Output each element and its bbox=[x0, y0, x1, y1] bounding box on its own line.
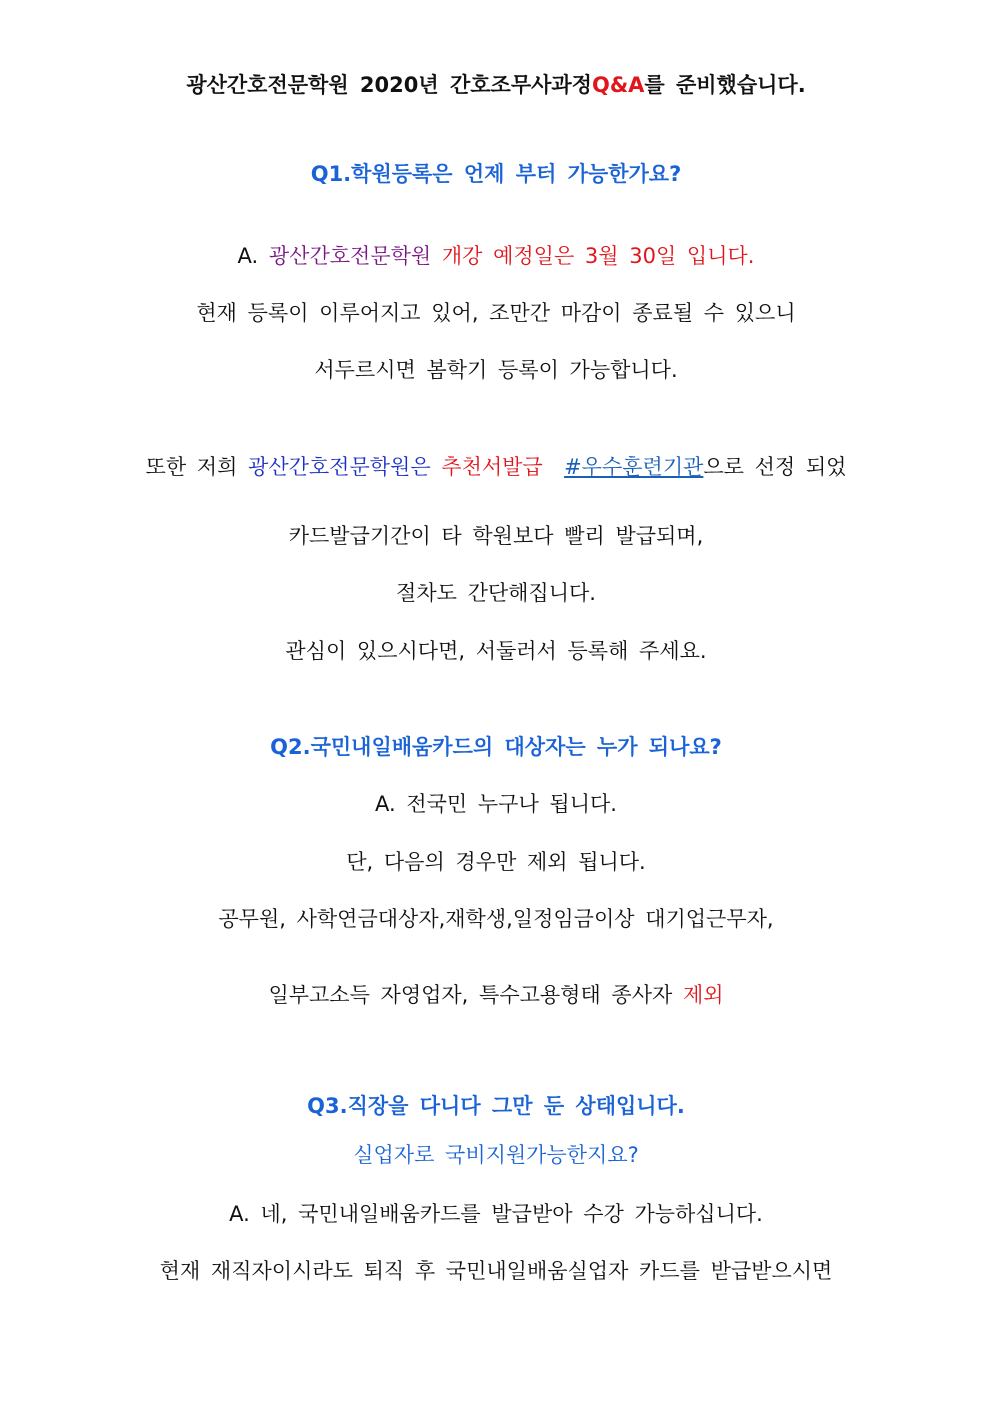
q1-line4-prefix: 또한 저희 bbox=[145, 455, 249, 479]
q2-line2: 단, 다음의 경우만 제외 됩니다. bbox=[346, 850, 646, 874]
q3-subtitle: 실업자로 국비지원가능한지요? bbox=[353, 1143, 639, 1167]
q2-line4-exclude: 제외 bbox=[682, 983, 724, 1007]
header-text: 광산간호전문학원 2020년 간호조무사과정 bbox=[186, 73, 592, 97]
q1-line2: 현재 등록이 이루어지고 있어, 조만간 마감이 종료될 수 있으니 bbox=[196, 301, 796, 325]
q3-line2: 현재 재직자이시라도 퇴직 후 국민내일배움실업자 카드를 받급받으시면 bbox=[159, 1259, 833, 1283]
header-line bbox=[0, 70, 992, 100]
q2-line4-text: 일부고소득 자영업자, 특수고용형태 종사자 bbox=[268, 983, 683, 1007]
q1-line4-recommend: 추천서발급 bbox=[430, 455, 543, 479]
q1-line5: 카드발급기간이 타 학원보다 빨리 발급되며, bbox=[288, 524, 704, 548]
q3-title: Q3.직장을 다니다 그만 둔 상태입니다. bbox=[307, 1094, 685, 1118]
q1-line4 bbox=[0, 452, 992, 482]
q1-title: Q1.학원등록은 언제 부터 가능한가요? bbox=[310, 162, 682, 186]
q1-line4-suffix: 으로 선정 되었 bbox=[703, 455, 847, 479]
q1-line7: 관심이 있으시다면, 서둘러서 등록해 주세요. bbox=[285, 639, 707, 663]
q3-answer: A. 네, 국민내일배움카드를 발급받아 수강 가능하십니다. bbox=[229, 1202, 763, 1226]
q2-title: Q2.국민내일배움카드의 대상자는 누가 되나요? bbox=[270, 735, 722, 759]
q2-line4 bbox=[0, 980, 992, 1010]
q1-answer bbox=[0, 241, 992, 271]
q1-answer-prefix: A. bbox=[237, 244, 269, 268]
q1-line6: 절차도 간단해집니다. bbox=[396, 581, 596, 605]
q2-line3: 공무원, 사학연금대상자,재학생,일정임금이상 대기업근무자, bbox=[218, 907, 774, 931]
q2-answer: A. 전국민 누구나 됩니다. bbox=[375, 792, 617, 816]
q1-answer-date: 개강 예정일은 3월 30일 입니다. bbox=[431, 244, 755, 268]
q1-line4-academy: 광산간호전문학원은 bbox=[248, 455, 431, 479]
q1-line3: 서두르시면 봄학기 등록이 가능합니다. bbox=[314, 358, 678, 382]
header-qa: Q&A bbox=[591, 73, 645, 97]
q1-answer-academy: 광산간호전문학원 bbox=[268, 244, 432, 268]
hashtag-link[interactable]: #우수훈련기관 bbox=[564, 455, 704, 479]
header-text-end: 를 준비했습니다. bbox=[644, 73, 806, 97]
